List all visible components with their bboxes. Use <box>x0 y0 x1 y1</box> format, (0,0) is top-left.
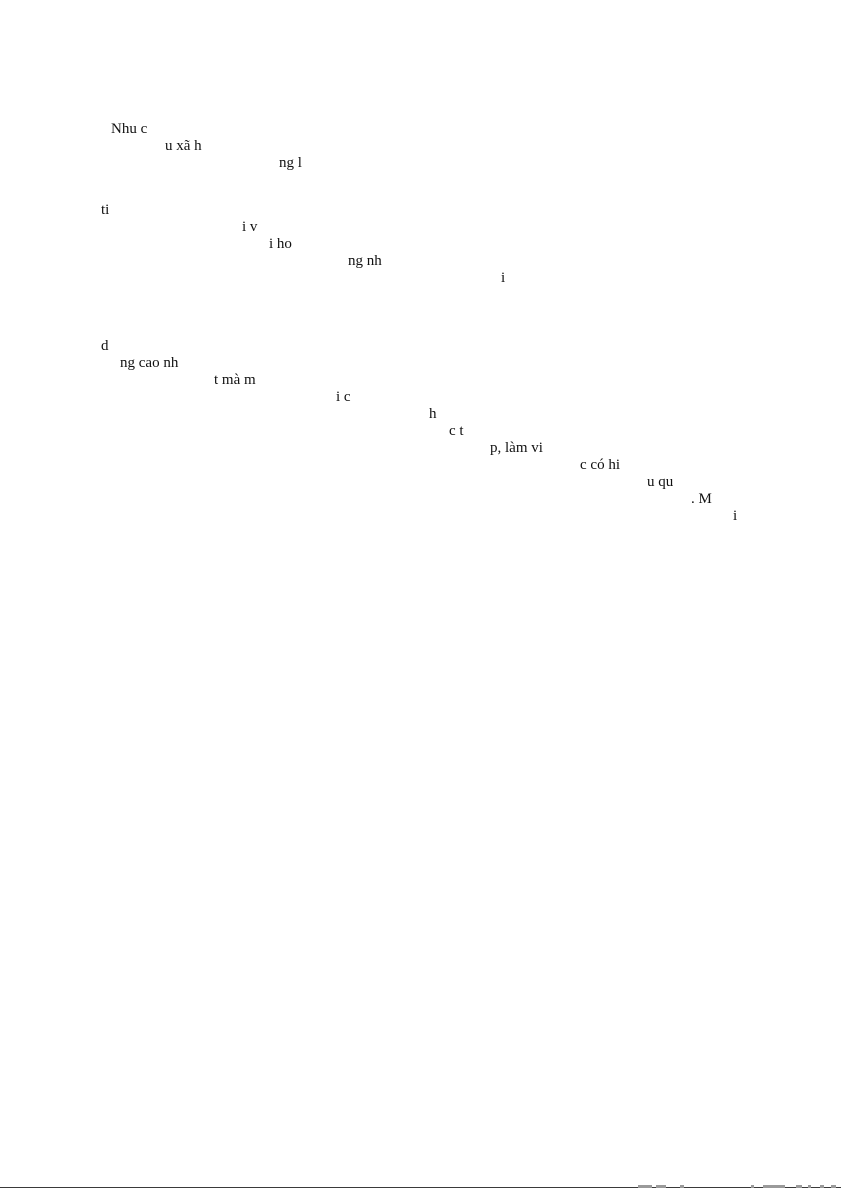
text-fragment: . M <box>691 491 712 507</box>
text-fragment: ng l <box>279 155 302 171</box>
text-fragment: c có hi <box>580 457 620 473</box>
text-fragment: h <box>429 406 437 422</box>
text-fragment: ng cao nh <box>120 355 179 371</box>
text-fragment: i v <box>242 219 258 235</box>
text-fragment: d <box>101 338 109 354</box>
text-fragment: ng nh <box>348 253 382 269</box>
text-fragment: p, làm vi <box>490 440 543 456</box>
text-fragment: i c <box>336 389 351 405</box>
text-fragment: ti <box>101 202 110 218</box>
text-fragment: u qu <box>647 474 674 490</box>
text-fragment: u xã h <box>165 138 202 154</box>
text-line <box>0 104 302 189</box>
footer-marks <box>630 1180 841 1188</box>
text-line <box>0 321 738 542</box>
text-fragment: i <box>733 508 738 524</box>
text-line <box>0 185 506 304</box>
text-fragment: i <box>501 270 506 286</box>
text-fragment: Nhu c <box>111 121 148 137</box>
text-fragment: i ho <box>269 236 292 252</box>
text-fragment: c t <box>449 423 464 439</box>
text-fragment: t mà m <box>214 372 256 388</box>
